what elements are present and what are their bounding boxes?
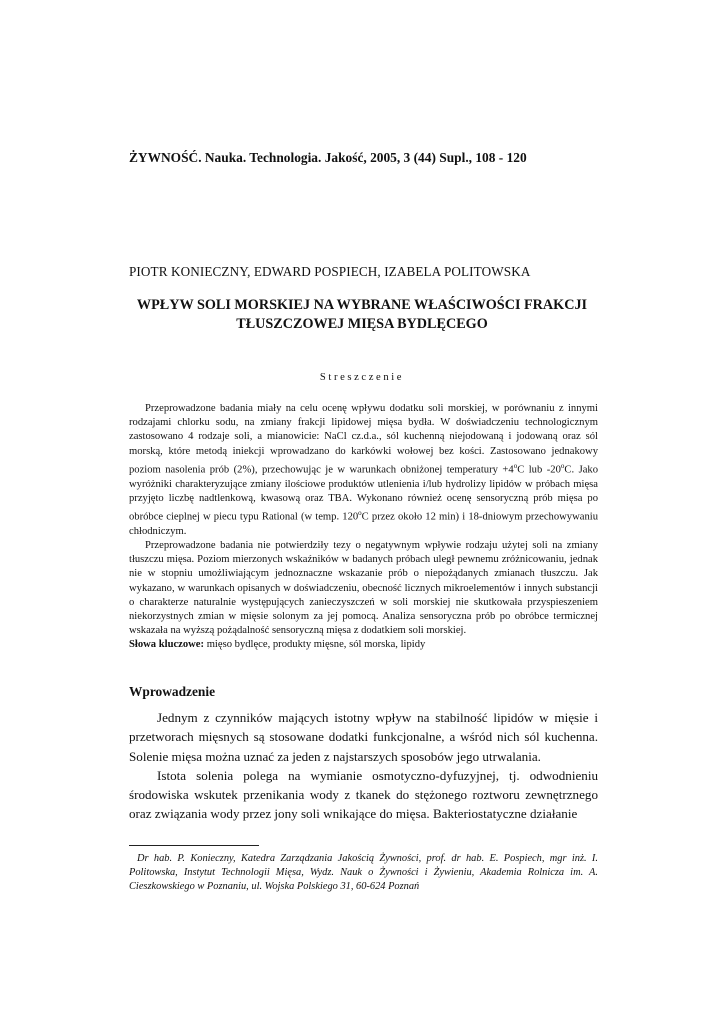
degree-mark: o bbox=[560, 461, 565, 470]
journal-header: ŻYWNOŚĆ. Nauka. Technologia. Jakość, 2005, 3 (44) Supl., 108 - 120 bbox=[129, 150, 527, 165]
intro-paragraph-2: Istota solenia polega na wymianie osmotyczno-dyfuzyjnej, tj. odwodnieniu środowiska wskutek przenikania wody z tkanek do stężonego roztworu zewnętrznego oraz związania wody przez jony soli wnikające do mięsa. Bakteriostatyczne działanie bbox=[129, 767, 598, 822]
article-title: WPŁYW SOLI MORSKIEJ NA WYBRANE WŁAŚCIWOŚCI FRAKCJI TŁUSZCZOWEJ MIĘSA BYDLĘCEGO bbox=[136, 297, 588, 332]
section-heading-introduction: Wprowadzenie bbox=[129, 684, 216, 699]
footnote-divider bbox=[129, 845, 259, 846]
keywords-text: mięso bydlęce, produkty mięsne, sól morska, lipidy bbox=[204, 639, 426, 650]
keywords-label: Słowa kluczowe: bbox=[129, 639, 205, 650]
keywords bbox=[129, 638, 598, 652]
degree-mark: o bbox=[358, 508, 362, 517]
abstract-p1-part-b: C lub -20 bbox=[517, 464, 561, 476]
abstract-heading: Streszczenie bbox=[319, 372, 405, 383]
abstract-paragraph-2: Przeprowadzone badania nie potwierdziły tezy o negatywnym wpływie rodzaju użytej soli na zmiany tłuszczu mięsa. Poziom mierzonych wskaźników w badanych próbach uległ pewnemu zróżnicowaniu, jednak nie w stopniu umożliwiającym jednoznaczne wskazanie prób o niepożądanych zmianach tłuszczu. Jak wykazano, w warunkach opisanych w doświadczeniu, obecność licznych mikroelementów i innych substancji o charakterze naturalnie występujących zanieczyszczeń w soli morskiej nie skutkowała przyspieszeniem niekorzystnych zmian w mięsie solonym za jej pomocą. Analiza sensoryczna prób po obróbce termicznej wskazała na wyższą pożądalność sensoryczną mięsa z dodatkiem soli morskiej. bbox=[129, 539, 598, 637]
intro-paragraph-1: Jednym z czynników mających istotny wpływ na stabilność lipidów w mięsie i przetworach mięsnych są stosowane dodatki funkcjonalne, a wśród nich sól kuchenna. Solenie mięsa można uznać za jeden z najstarszych sposobów jego utrwalania. bbox=[129, 710, 598, 764]
abstract-paragraph-1 bbox=[129, 402, 598, 539]
authors: PIOTR KONIECZNY, EDWARD POSPIECH, IZABELA POLITOWSKA bbox=[129, 264, 531, 279]
abstract-p1-part-d: C przez około 12 min) i 18-dniowym przechowywaniu chłodniczym. bbox=[129, 511, 598, 537]
abstract-body bbox=[129, 402, 598, 638]
abstract-p1-part-c: C. Jako wyróżniki charakteryzujące zmiany ilościowe produktów utlenienia i/lub hydrolizy lipidów w próbach mięsa przyjęto liczbę nadtlenkową, kwasową oraz TBA. Wykonano również ocenę sensoryczną prób mięsa po obróbce cieplnej w piecu typu Rational (w temp. 120 bbox=[129, 464, 599, 523]
introduction-body bbox=[129, 708, 598, 824]
footnote-text: Dr hab. P. Konieczny, Katedra Zarządzania Jakością Żywności, prof. dr hab. E. Pospiech, mgr inż. I. Politowska, Instytut Technologii Mięsa, Wydz. Nauk o Żywności i Żywieniu, Akademia Rolnicza im. A. Cieszkowskiego w Poznaniu, ul. Wojska Polskiego 31, 60-624 Poznań bbox=[129, 853, 598, 893]
abstract-p1-part-a: Przeprowadzone badania miały na celu ocenę wpływu dodatku soli morskiej, w porównaniu z innymi rodzajami chlorku sodu, na zmiany frakcji lipidowej mięsa bydła. W doświadczeniu technologicznym zastosowano 4 rodzaje soli, a mianowicie: NaCl cz.d.a., sól kuchenną niejodowaną i jodowaną oraz sól morską, które metodą iniekcji wprowadzano do karkówki wołowej bez kości. Zastosowano jednakowy poziom nasolenia prób (2%), przechowując je w warunkach obniżonej temperatury +4 bbox=[129, 403, 598, 476]
author-affiliation-footnote bbox=[129, 852, 598, 895]
degree-mark: o bbox=[513, 461, 518, 470]
